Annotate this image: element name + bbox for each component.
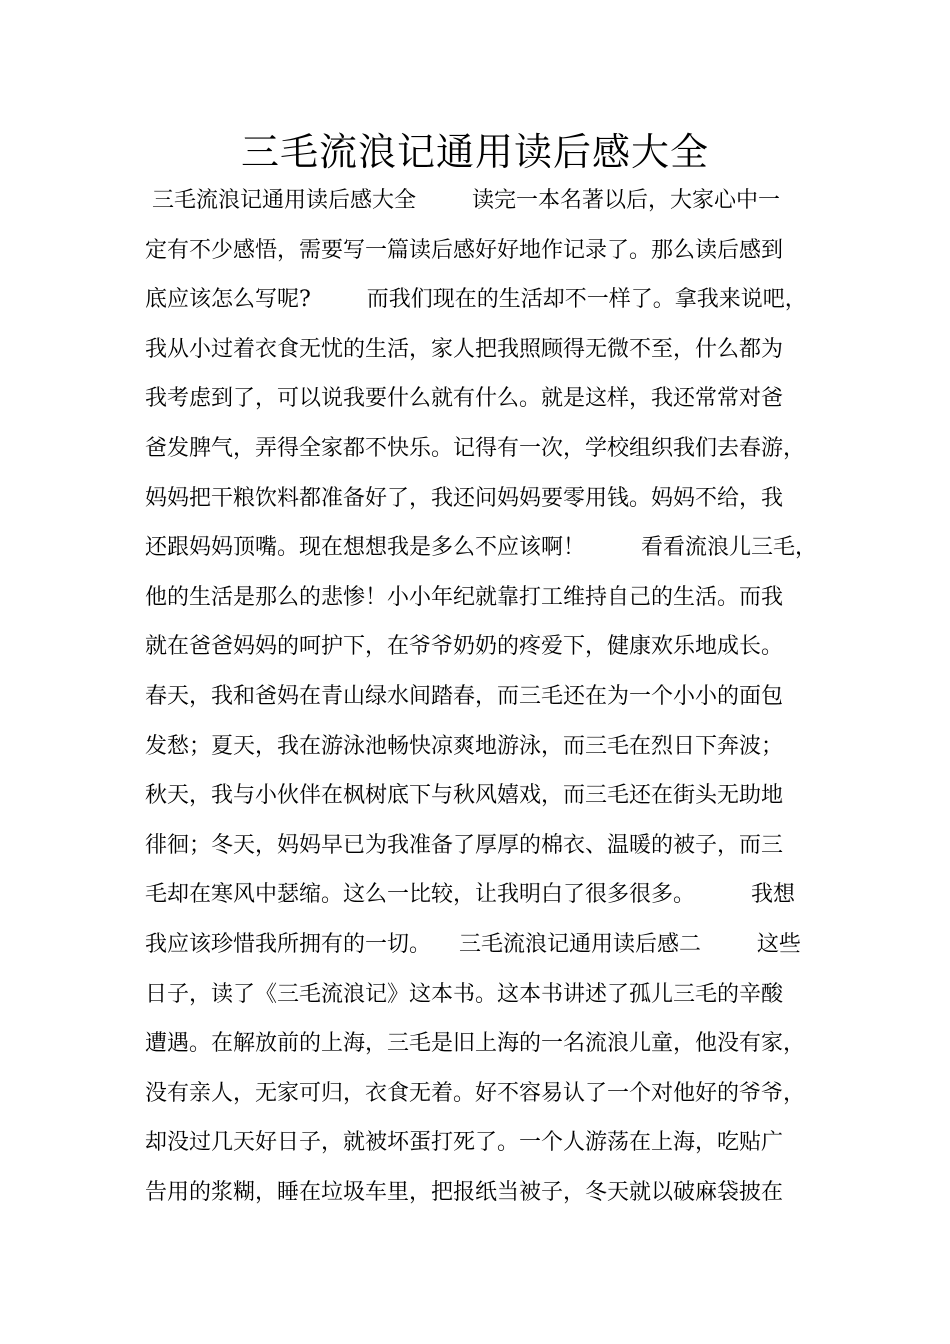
text-line: 秋天，我与小伙伴在枫树底下与秋风嬉戏，而三毛还在街头无助地 <box>145 783 784 809</box>
text-line: 定有不少感悟，需要写一篇读后感好好地作记录了。那么读后感到 <box>145 237 784 263</box>
text-line: 毛却在寒风中瑟缩。这么一比较，让我明白了很多很多。 我想 <box>145 882 795 908</box>
text-line: 春天，我和爸妈在青山绿水间踏春，而三毛还在为一个小小的面包 <box>145 683 784 709</box>
text-line: 日子，读了《三毛流浪记》这本书。这本书讲述了孤儿三毛的辛酸 <box>145 981 784 1007</box>
text-line: 我从小过着衣食无忧的生活，家人把我照顾得无微不至，什么都为 <box>145 336 784 362</box>
text-line: 就在爸爸妈妈的呵护下，在爷爷奶奶的疼爱下，健康欢乐地成长。 <box>145 634 784 660</box>
document-title: 三毛流浪记通用读后感大全 <box>240 130 709 174</box>
text-line: 还跟妈妈顶嘴。现在想想我是多么不应该啊！ 看看流浪儿三毛， <box>145 535 817 561</box>
text-line: 底应该怎么写呢? 而我们现在的生活却不一样了。拿我来说吧， <box>145 287 807 313</box>
text-line: 遭遇。在解放前的上海，三毛是旧上海的一名流浪儿童，他没有家， <box>145 1031 806 1057</box>
text-line: 没有亲人，无家可归，衣食无着。好不容易认了一个对他好的爷爷， <box>145 1080 806 1106</box>
text-line: 爸发脾气，弄得全家都不快乐。记得有一次，学校组织我们去春游， <box>145 435 806 461</box>
text-line: 我考虑到了，可以说我要什么就有什么。就是这样，我还常常对爸 <box>145 386 784 412</box>
text-line: 发愁；夏天，我在游泳池畅快凉爽地游泳，而三毛在烈日下奔波； <box>145 733 784 759</box>
document-body <box>145 176 825 1217</box>
text-line: 我应该珍惜我所拥有的一切。 三毛流浪记通用读后感二 这些 <box>145 931 801 957</box>
text-line: 妈妈把干粮饮料都准备好了，我还问妈妈要零用钱。妈妈不给，我 <box>145 485 784 511</box>
text-line: 他的生活是那么的悲惨！小小年纪就靠打工维持自己的生活。而我 <box>145 584 784 610</box>
text-line: 三毛流浪记通用读后感大全 读完一本名著以后，大家心中一 <box>145 188 780 213</box>
text-line: 却没过几天好日子，就被坏蛋打死了。一个人游荡在上海，吃贴广 <box>145 1130 784 1156</box>
text-line: 徘徊；冬天，妈妈早已为我准备了厚厚的棉衣、温暖的被子，而三 <box>145 832 784 858</box>
text-line: 告用的浆糊，睡在垃圾车里，把报纸当被子，冬天就以破麻袋披在 <box>145 1179 784 1205</box>
